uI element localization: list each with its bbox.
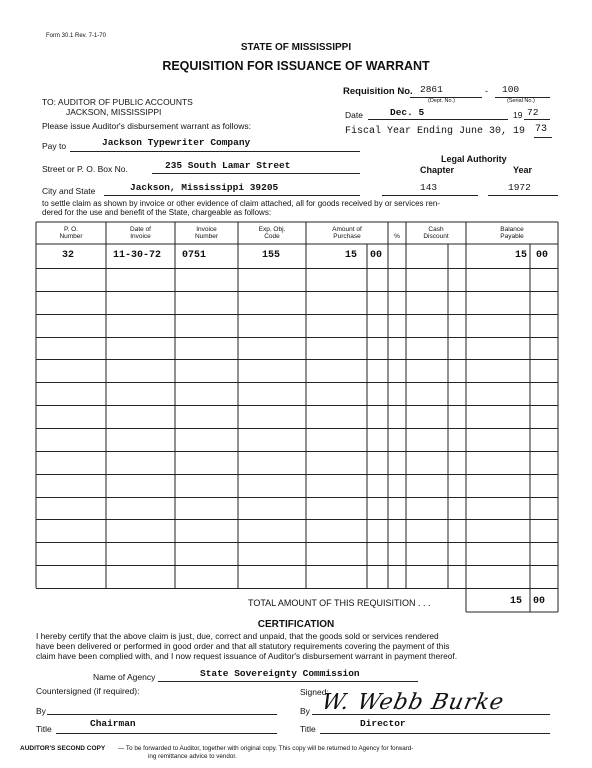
handwritten-signature: W. Webb Burke [319,690,507,715]
date-label: Date [345,110,363,120]
signed-title-value: Director [360,718,406,729]
certification-line-2: have been delivered or performed in good order and that all statutory requirements covering the payment of this [36,641,450,651]
po-number-cell: 32 [62,250,75,261]
form-number: Form 30.1 Rev. 7-1-70 [46,33,106,39]
dept-number: 2861 [420,84,443,95]
to-line-1: TO: AUDITOR OF PUBLIC ACCOUNTS [42,97,193,107]
percent-header: % [394,233,400,240]
requisition-label: Requisition No. [343,86,413,97]
city-value: Jackson, Mississippi 39205 [130,182,279,193]
balance-dollars-cell: 15 [515,250,528,261]
certification-title: CERTIFICATION [257,619,335,630]
footer-copy-label: AUDITOR'S SECOND COPY [20,745,106,752]
signed-label: Signed: [300,687,329,697]
dept-caption: (Dept. No.) [428,98,455,104]
countersigned-label: Countersigned (if required): [36,686,140,696]
certification-line-3: claim have been complied with, and I now request issuance of Auditor's disbursement warrant in payment thereof. [36,651,458,661]
exp-obj-code-header: Exp. Obj. Code [258,226,286,240]
invoice-number-cell: 0751 [182,250,207,261]
to-line-2: JACKSON, MISSISSIPPI [66,107,162,117]
fiscal-year-value: 73 [535,124,548,135]
purchase-amount-header: Amount of Purchase [332,226,362,240]
exp-code-cell: 155 [262,250,281,261]
date-year: 72 [527,107,539,118]
total-cents: 00 [533,596,546,607]
total-dollars: 15 [510,596,523,607]
form-title: REQUISITION FOR ISSUANCE OF WARRANT [162,59,430,73]
countersigned-by-label: By [36,706,46,716]
agency-label: Name of Agency [93,672,156,682]
serial-caption: (Serial No.) [507,98,535,104]
invoice-number-header: Invoice Number [194,226,219,240]
serial-number: 100 [502,84,520,95]
signed-title-label: Title [300,724,316,734]
balance-payable-header: Balance Payable [500,226,524,240]
fiscal-year-label: Fiscal Year Ending June 30, 19 [345,126,526,137]
date-year-prefix: 19 [513,110,523,120]
agency-value: State Sovereignty Commission [200,668,360,679]
settle-text-line-1: to settle claim as shown by invoice or other evidence of claim attached, all for goods received by or services ren- [42,199,440,208]
legal-year-value: 1972 [508,182,531,193]
balance-cents-cell: 00 [536,250,549,261]
po-number-header: P. O. Number [59,226,83,240]
cash-discount-header: Cash Discount [423,226,449,240]
footer-text-line-2: ing remittance advice to vendor. [148,753,237,760]
issue-instruction: Please issue Auditor's disbursement warrant as follows: [42,121,252,131]
date-value: Dec. 5 [390,107,425,118]
year-label: Year [513,165,533,175]
chapter-value: 143 [420,182,438,193]
requisition-dash: - [485,86,488,96]
pay-to-value: Jackson Typewriter Company [102,137,251,148]
countersigned-title-value: Chairman [90,718,136,729]
invoice-date-cell: 11-30-72 [113,250,162,261]
footer-text-line-1: — To be forwarded to Auditor, together with original copy. This copy will be returned to Agency for forward- [118,745,414,752]
city-label: City and State [42,186,96,196]
amount-cents-cell: 00 [370,250,383,261]
total-label: TOTAL AMOUNT OF THIS REQUISITION . . . [248,598,431,608]
legal-authority-title: Legal Authority [441,154,507,164]
state-heading: STATE OF MISSISSIPPI [240,42,352,53]
invoice-date-header: Date of Invoice [130,226,151,240]
street-label: Street or P. O. Box No. [42,164,128,174]
settle-text-line-2: dered for the use and benefit of the State, chargeable as follows: [42,208,272,217]
street-value: 235 South Lamar Street [165,160,291,171]
countersigned-title-label: Title [36,724,52,734]
amount-dollars-cell: 15 [345,250,358,261]
certification-line-1: I hereby certify that the above claim is just, due, correct and unpaid, that the goods sold or services rendered [36,631,439,641]
chapter-label: Chapter [420,165,455,175]
pay-to-label: Pay to [42,141,67,151]
signed-by-label: By [300,706,310,716]
